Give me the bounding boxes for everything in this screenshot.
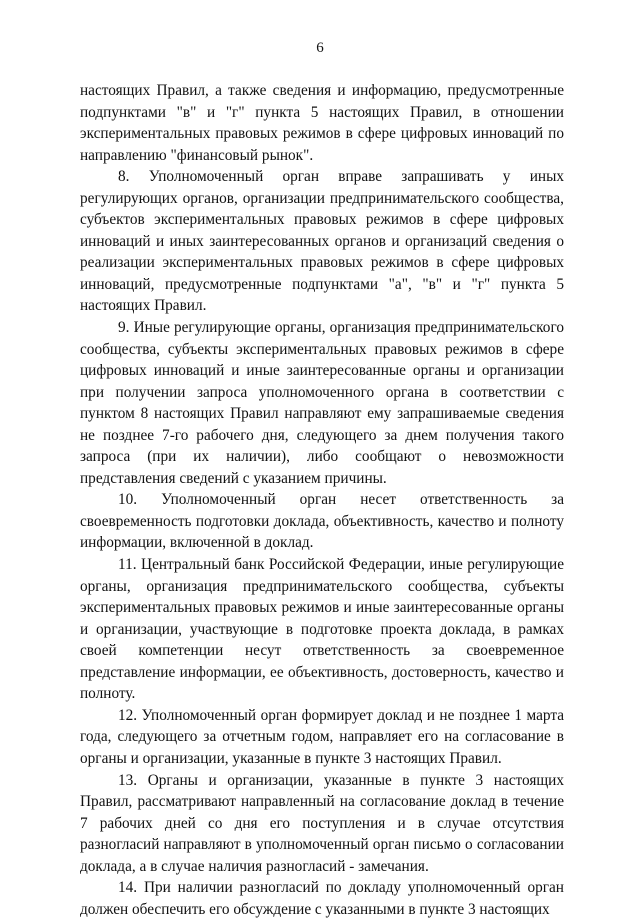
paragraph-item-11: 11. Центральный банк Российской Федерации, иные регулирующие органы, организация предпринимательского сообщества, субъекты экспериментальных правовых режимов и иные заинтересованные органы и организации, участвующие в подготовке проекта доклада, в рамках своей компетенции несут ответственность за своевременное представление информации, ее объективность, достоверность, качество и полноту. (80, 556, 564, 703)
page-number: 6 (316, 40, 324, 56)
paragraph-item-9: 9. Иные регулирующие органы, организация предпринимательского сообщества, субъекты экспериментальных правовых режимов в сфере цифровых инноваций и иные заинтересованные органы и организации при получении запроса уполномоченного органа в соответствии с пунктом 8 настоящих Правил направляют ему запрашиваемые сведения не позднее 7-го рабочего дня, следующего за днем получения такого запроса (при их наличии), либо сообщают о невозможности представления сведений с указанием причины. (80, 319, 564, 487)
paragraph-item-13: 13. Органы и организации, указанные в пункте 3 настоящих Правил, рассматривают направленный на согласование доклад в течение 7 рабочих дней со дня его поступления и в случае отсутствия разногласий направляют в уполномоченный орган письмо о согласовании доклада, а в случае наличия разногласий - замечания. (80, 771, 564, 875)
paragraph-item-10: 10. Уполномоченный орган несет ответственность за своевременность подготовки доклада, объективность, качество и полноту информации, включенной в доклад. (80, 491, 564, 552)
document-body (80, 80, 564, 920)
paragraph-item-8: 8. Уполномоченный орган вправе запрашивать у иных регулирующих органов, организации предпринимательского сообщества, субъектов экспериментальных правовых режимов в сфере цифровых инноваций и иных заинтересованных органов и организаций сведения о реализации экспериментальных правовых режимов в сфере цифровых инноваций, предусмотренные подпунктами "а", "в" и "г" пункта 5 настоящих Правил. (80, 168, 564, 315)
paragraph-item-12: 12. Уполномоченный орган формирует доклад и не позднее 1 марта года, следующего за отчетным годом, направляет его на согласование в органы и организации, указанные в пункте 3 настоящих Правил. (80, 706, 564, 767)
paragraph-continuation: настоящих Правил, а также сведения и информацию, предусмотренные подпунктами "в" и "г" пункта 5 настоящих Правил, в отношении экспериментальных правовых режимов в сфере цифровых инноваций по направлению "финансовый рынок". (80, 82, 564, 164)
paragraph-item-14: 14. При наличии разногласий по докладу уполномоченный орган должен обеспечить его обсуждение с указанными в пункте 3 настоящих (80, 879, 564, 918)
